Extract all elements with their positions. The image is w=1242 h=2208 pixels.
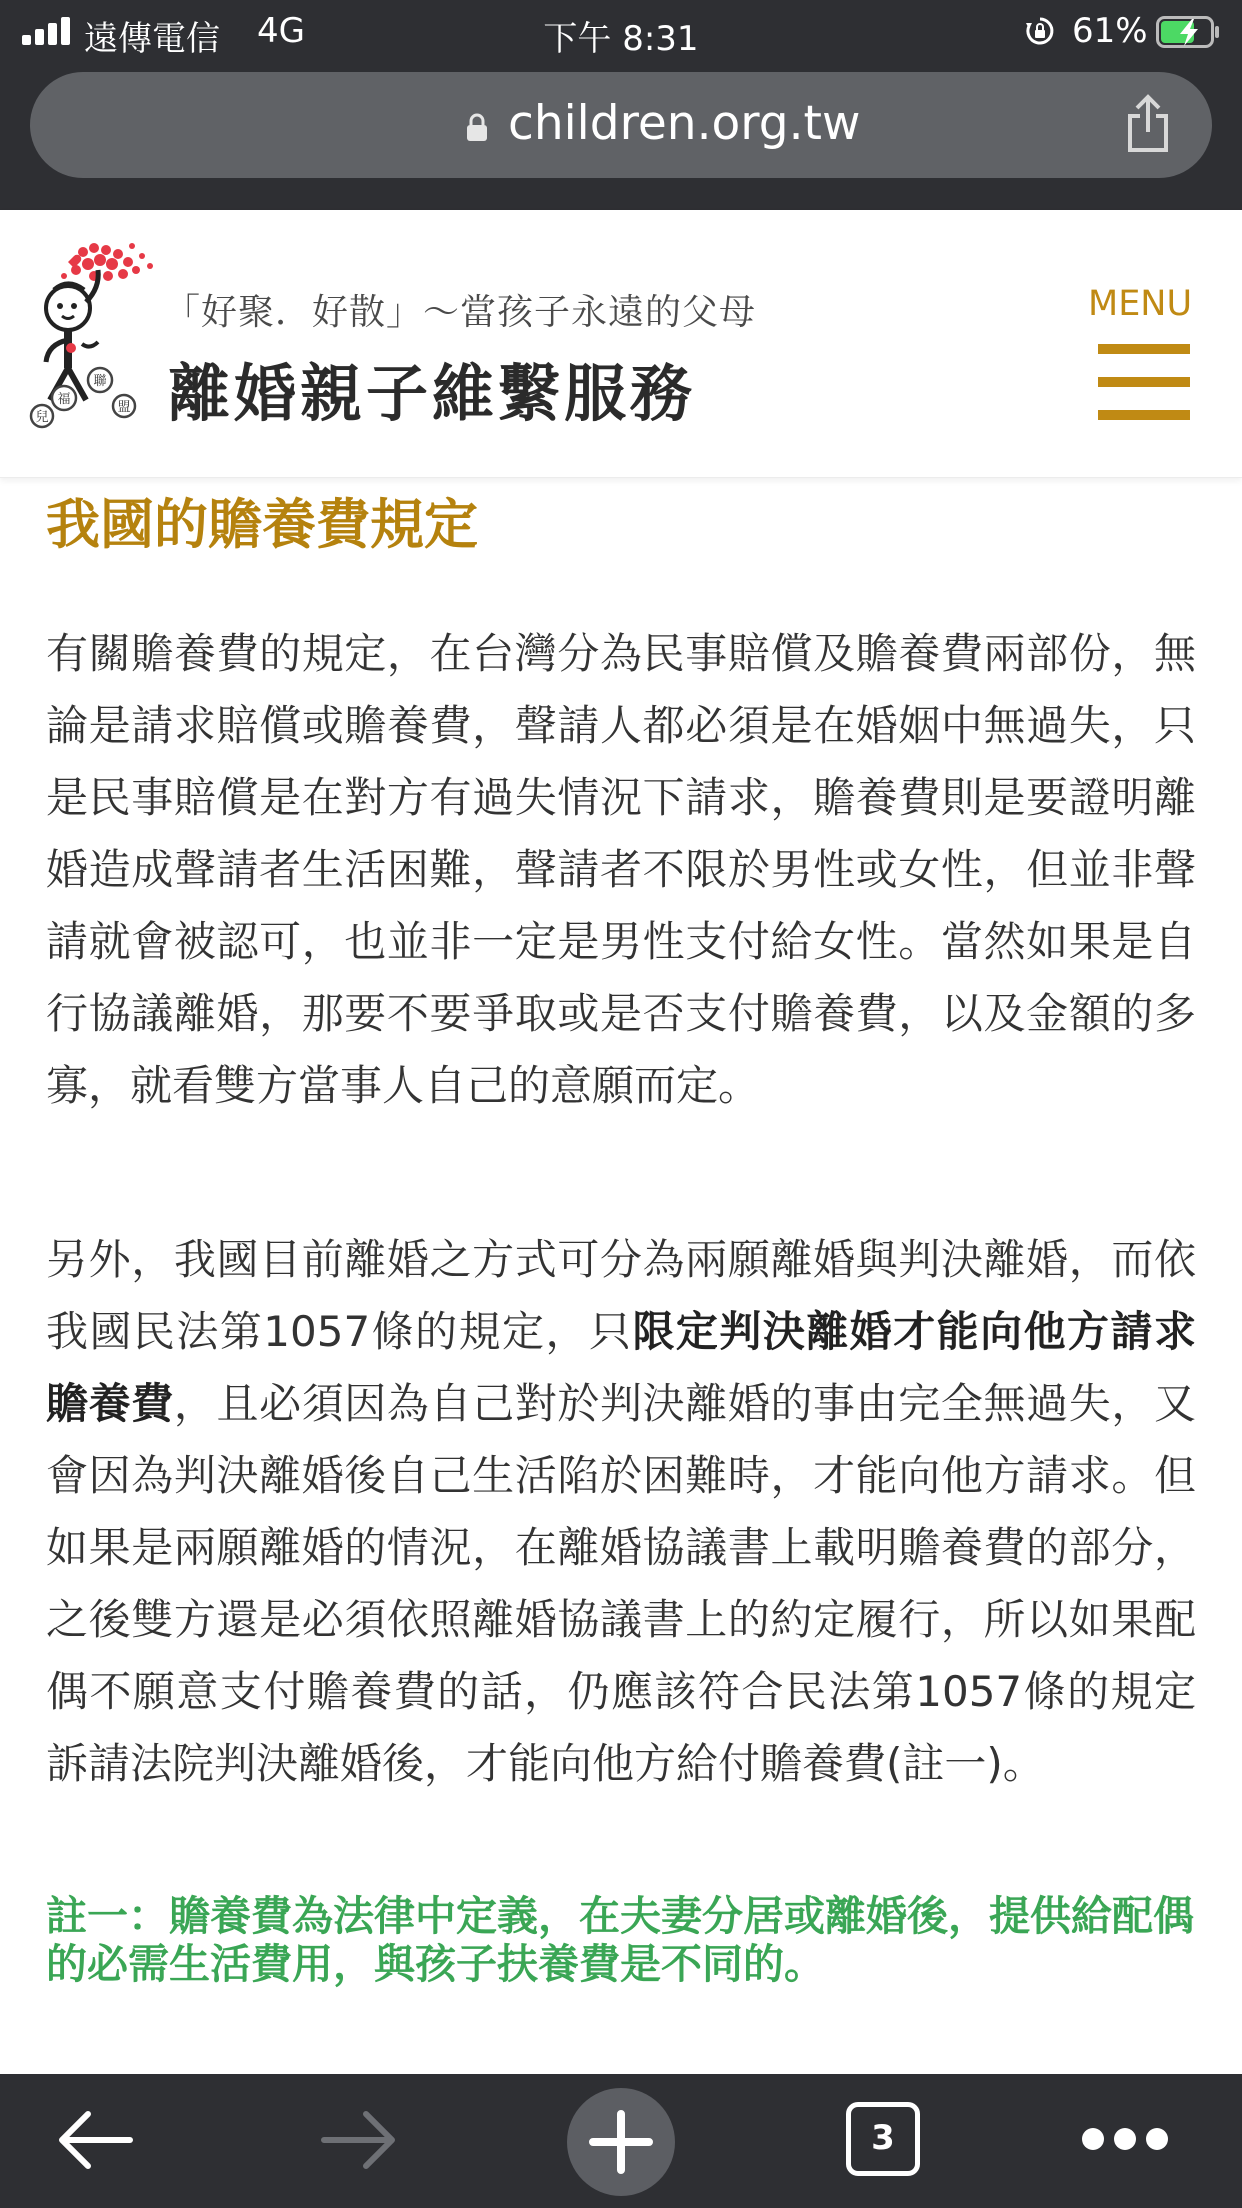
status-bar <box>0 0 1242 62</box>
plus-icon <box>567 2088 675 2196</box>
menu-label[interactable]: MENU <box>1088 284 1193 324</box>
more-icon[interactable] <box>1082 2126 1168 2152</box>
battery-percent: 61% <box>1072 11 1148 51</box>
article <box>0 478 1242 2074</box>
site-tagline: 「好聚．好散」～當孩子永遠的父母 <box>164 292 757 333</box>
browser-chrome <box>0 0 1242 210</box>
article-title: 我國的贍養費規定 <box>46 493 478 556</box>
back-icon[interactable] <box>56 2108 136 2172</box>
logo-badge: 盟 <box>117 400 131 415</box>
paragraph-emphasis: 限定判決離婚才能向他方請求贍養費 <box>46 1307 1196 1428</box>
browser-toolbar <box>0 2074 1242 2208</box>
paragraph-text: 另外，我國目前離婚之方式可分為兩願離婚與判決離婚，而依我國民法第1057條的規定，只 <box>46 1235 1196 1356</box>
network-type: 4G <box>257 11 305 51</box>
share-icon[interactable] <box>1120 94 1176 154</box>
logo-icon[interactable] <box>28 240 178 430</box>
site-title[interactable]: 離婚親子維繫服務 <box>168 357 697 430</box>
forward-icon[interactable] <box>318 2108 398 2172</box>
lock-icon <box>464 112 490 142</box>
carrier-name: 遠傳電信 <box>84 19 220 59</box>
clock: 下午 8:31 <box>543 19 699 59</box>
menu-icon[interactable] <box>1098 344 1190 420</box>
new-tab-button[interactable] <box>567 2088 675 2196</box>
article-paragraph: 有關贍養費的規定，在台灣分為民事賠償及贍養費兩部份，無論是請求賠償或贍養費，聲請人都必須是在婚姻中無過失，只是民事賠償是在對方有過失情況下請求，贍養費則是要證明離婚造成聲請者生活困難，聲請者不限於男性或女性，但並非聲請就會被認可，也並非一定是男性支付給女性。當然如果是自行協議離婚，那要不要爭取或是否支付贍養費，以及金額的多寡，就看雙方當事人自己的意願而定。 <box>46 629 1196 1110</box>
footnote: 註一：贍養費為法律中定義，在夫妻分居或離婚後，提供給配偶的必需生活費用，與孩子扶養費是不同的。 <box>46 1892 1194 1988</box>
logo-badge: 聯 <box>93 374 107 389</box>
tabs-icon[interactable]: 3 <box>846 2102 920 2176</box>
rotation-lock-icon <box>1024 15 1056 47</box>
logo-badge: 福 <box>57 392 71 407</box>
paragraph-text: ，且必須因為自己對於判決離婚的事由完全無過失，又會因為判決離婚後自己生活陷於困難時，才能向他方請求。但如果是兩願離婚的情況，在離婚協議書上載明贍養費的部分，之後雙方還是必須依照離婚協議書上的約定履行，所以如果配偶不願意支付贍養費的話，仍應該符合民法第1057條的規定訴請法院判決離婚後，才能向他方給付贍養費(註一)。 <box>46 1379 1196 1788</box>
logo-badge: 兒 <box>35 410 49 425</box>
site-header <box>0 210 1242 478</box>
address-bar[interactable] <box>30 72 1212 178</box>
url-text[interactable]: children.org.tw <box>508 96 861 151</box>
article-paragraph <box>46 1224 1196 1800</box>
battery-icon <box>1156 16 1220 48</box>
